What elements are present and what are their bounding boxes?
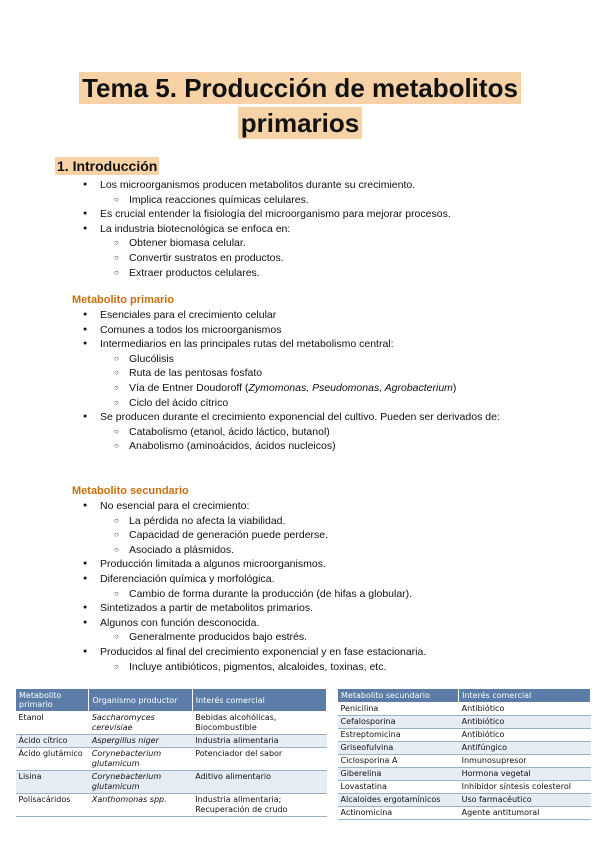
heading-metabolito-primario: Metabolito primario <box>72 294 175 306</box>
table-cell: Ciclosporina A <box>338 755 459 768</box>
list-item: ○ Asociado a plásmidos. <box>80 543 580 558</box>
table-row <box>338 716 591 729</box>
table-cell: Industria alimentaria; Recuperación de crudo <box>192 794 326 817</box>
list-item: ○ Glucólisis <box>80 352 580 367</box>
table-cell: Lovastatina <box>338 781 459 794</box>
table-row <box>338 794 591 807</box>
list-item: ● Sintetizados a partir de metabolitos primarios. <box>80 601 580 616</box>
list-item: ○ Vía de Entner Doudoroff (Zymomonas, Pseudomonas, Agrobacterium) <box>80 381 580 396</box>
table-cell: Xanthomonas spp. <box>89 794 192 817</box>
list-item: ● Los microorganismos producen metabolitos durante su crecimiento. <box>80 178 580 193</box>
table-cell: Corynebacterium glutamicum <box>89 771 192 794</box>
table-row <box>338 768 591 781</box>
list-item: ● No esencial para el crecimiento: <box>80 499 580 514</box>
list-item: ● Comunes a todos los microorganismos <box>80 323 580 338</box>
table-row <box>16 735 327 748</box>
table-row <box>16 794 327 817</box>
list-item: ○ Implica reacciones químicas celulares. <box>80 193 580 208</box>
table-row <box>16 712 327 735</box>
title-line-2: primarios <box>238 107 363 139</box>
list-item: ● Producción limitada a algunos microorganismos. <box>80 557 580 572</box>
list-item: ● Algunos con función desconocida. <box>80 616 580 631</box>
table-cell: Griseofulvina <box>338 742 459 755</box>
primario-list <box>80 308 580 454</box>
table-cell: Alcaloides ergotamínicos <box>338 794 459 807</box>
table-cell: Uso farmacéutico <box>459 794 591 807</box>
list-item: ○ La pérdida no afecta la viabilidad. <box>80 514 580 529</box>
primary-metabolites-table <box>15 688 327 817</box>
table-cell: Antifúngico <box>459 742 591 755</box>
table-cell: Estreptomicina <box>338 729 459 742</box>
table-cell: Potenciador del sabor <box>192 748 326 771</box>
list-item: ○ Convertir sustratos en productos. <box>80 251 580 266</box>
table-row <box>338 703 591 716</box>
table-header: Metabolito secundario <box>338 689 459 703</box>
table-header: Metabolito primario <box>16 689 89 712</box>
intro-list <box>80 178 580 280</box>
list-item: ○ Capacidad de generación puede perderse. <box>80 528 580 543</box>
list-item: ○ Cambio de forma durante la producción (de hifas a globular). <box>80 587 580 602</box>
table-cell: Giberelina <box>338 768 459 781</box>
table-cell: Ácido glutámico <box>16 748 89 771</box>
list-item: ● Esenciales para el crecimiento celular <box>80 308 580 323</box>
list-item: ● Diferenciación química y morfológica. <box>80 572 580 587</box>
list-item: ● Se producen durante el crecimiento exponencial del cultivo. Pueden ser derivados de: <box>80 410 580 425</box>
secondary-metabolites-table <box>337 688 591 820</box>
table-row <box>16 771 327 794</box>
table-cell: Aditivo alimentario <box>192 771 326 794</box>
table-cell: Penicilina <box>338 703 459 716</box>
list-item: ● Producidos al final del crecimiento exponencial y en fase estacionaria. <box>80 645 580 660</box>
table-cell: Inhibidor síntesis colesterol <box>459 781 591 794</box>
list-item: ● La industria biotecnológica se enfoca en: <box>80 222 580 237</box>
list-item: ○ Ciclo del ácido cítrico <box>80 396 580 411</box>
table-cell: Corynebacterium glutamicum <box>89 748 192 771</box>
list-item: ○ Catabolismo (etanol, ácido láctico, butanol) <box>80 425 580 440</box>
table-header: Interés comercial <box>459 689 591 703</box>
table-header: Organismo productor <box>89 689 192 712</box>
table-cell: Antibiótico <box>459 703 591 716</box>
secundario-list <box>80 499 580 674</box>
table-cell: Lisina <box>16 771 89 794</box>
list-item: ○ Extraer productos celulares. <box>80 266 580 281</box>
table-cell: Ácido cítrico <box>16 735 89 748</box>
table-cell: Industria alimentaria <box>192 735 326 748</box>
table-row <box>338 742 591 755</box>
heading-metabolito-secundario: Metabolito secundario <box>72 485 189 497</box>
table-cell: Etanol <box>16 712 89 735</box>
list-item: ● Es crucial entender la fisiología del microorganismo para mejorar procesos. <box>80 207 580 222</box>
table-cell: Inmunosupresor <box>459 755 591 768</box>
list-item: ○ Generalmente producidos bajo estrés. <box>80 630 580 645</box>
table-cell: Polisacáridos <box>16 794 89 817</box>
table-cell: Actinomicina <box>338 807 459 820</box>
table-cell: Cefalosporina <box>338 716 459 729</box>
section-heading-introduccion: 1. Introducción <box>57 158 158 174</box>
table-cell: Agente antitumoral <box>459 807 591 820</box>
table-header: Interés comercial <box>192 689 326 712</box>
list-item: ● Intermediarios en las principales rutas del metabolismo central: <box>80 337 580 352</box>
table-cell: Hormona vegetal <box>459 768 591 781</box>
table-cell: Aspergillus niger <box>89 735 192 748</box>
title-line-1: Tema 5. Producción de metabolitos <box>79 72 521 104</box>
page-title <box>0 72 600 139</box>
table-cell: Saccharomyces cerevisiae <box>89 712 192 735</box>
list-item: ○ Anabolismo (aminoácidos, ácidos nucleicos) <box>80 439 580 454</box>
table-cell: Bebidas alcohólicas, Biocombustible <box>192 712 326 735</box>
table-row <box>16 748 327 771</box>
table-row <box>338 807 591 820</box>
list-item: ○ Incluye antibióticos, pigmentos, alcaloides, toxinas, etc. <box>80 660 580 675</box>
list-item: ○ Ruta de las pentosas fosfato <box>80 366 580 381</box>
table-row <box>338 729 591 742</box>
table-row <box>338 755 591 768</box>
table-cell: Antibiótico <box>459 716 591 729</box>
table-row <box>338 781 591 794</box>
table-cell: Antibiótico <box>459 729 591 742</box>
list-item: ○ Obtener biomasa celular. <box>80 236 580 251</box>
